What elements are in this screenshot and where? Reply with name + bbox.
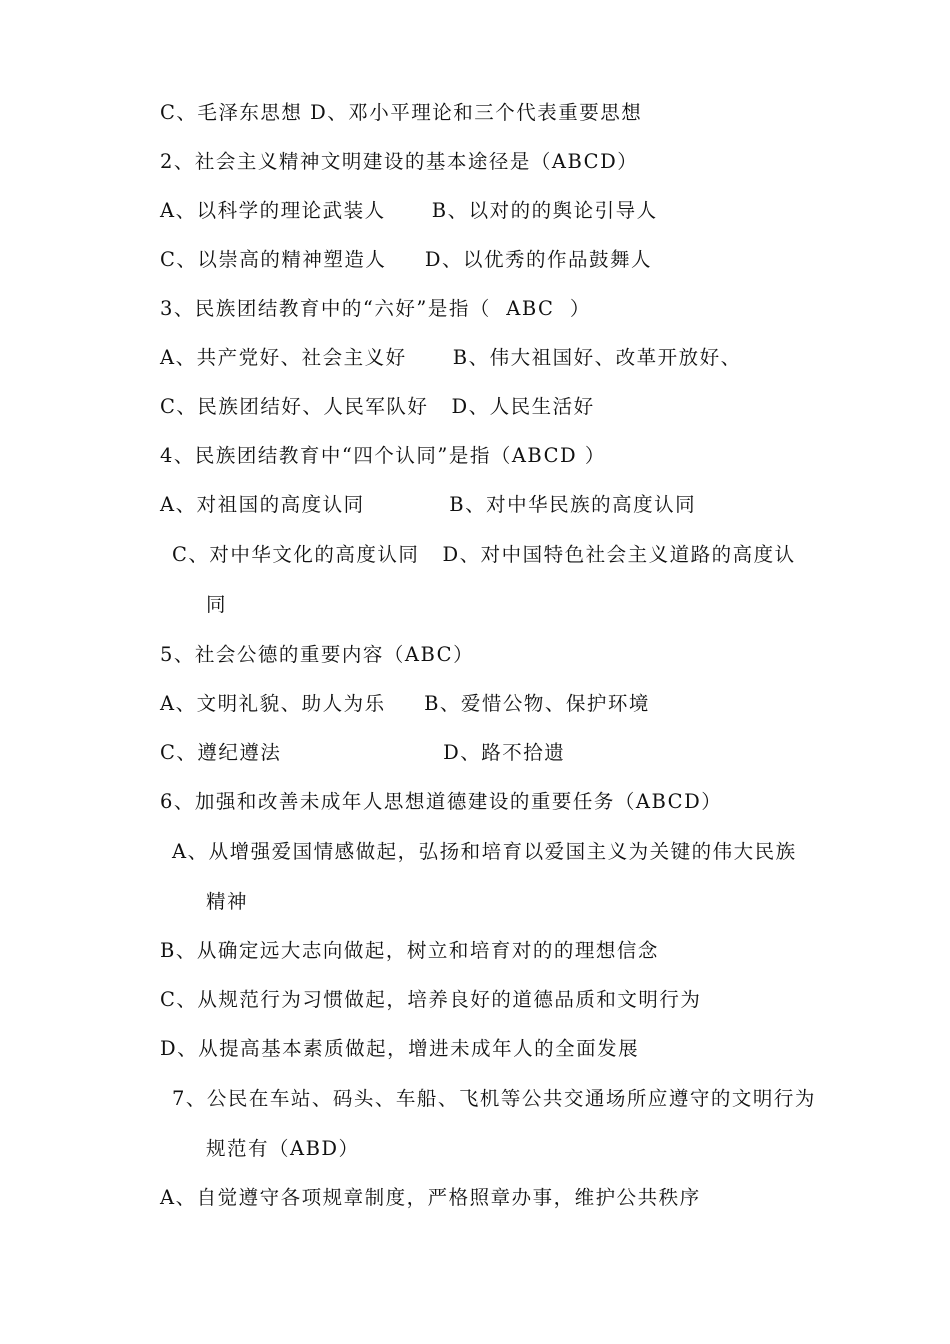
- text-line: C、遵纪遵法 D、路不拾遗: [160, 741, 566, 764]
- text-line: A、自觉遵守各项规章制度，严格照章办事，维护公共秩序: [160, 1186, 701, 1209]
- question-7: 7、公民在车站、码头、车船、飞机等公共交通场所应遵守的文明行为: [172, 1087, 816, 1110]
- question-4: 4、民族团结教育中“四个认同”是指（ABCD ）: [160, 444, 606, 467]
- text-line: A、从增强爱国情感做起，弘扬和培育以爱国主义为关键的伟大民族: [172, 840, 797, 863]
- text-line: A、对祖国的高度认同 B、对中华民族的高度认同: [160, 493, 697, 516]
- question-2: 2、社会主义精神文明建设的基本途径是（ABCD）: [160, 150, 639, 173]
- text-line: A、以科学的理论武装人 B、以对的的舆论引导人: [160, 199, 658, 222]
- text-line: A、共产党好、社会主义好 B、伟大祖国好、改革开放好、: [160, 346, 742, 369]
- text-line: C、民族团结好、人民军队好 D、人民生活好: [160, 395, 595, 418]
- text-line: A、文明礼貌、助人为乐 B、爱惜公物、保护环境: [160, 692, 650, 715]
- text-line: 规范有（ABD）: [206, 1137, 360, 1160]
- question-3: 3、民族团结教育中的“六好”是指（ ABC ）: [160, 297, 591, 320]
- question-5: 5、社会公德的重要内容（ABC）: [160, 643, 475, 666]
- text-line: C、毛泽东思想 D、邓小平理论和三个代表重要思想: [160, 101, 643, 124]
- text-line: 同: [206, 593, 228, 616]
- text-line: C、对中华文化的高度认同 D、对中国特色社会主义道路的高度认: [172, 543, 796, 566]
- text-line: C、从规范行为习惯做起，培养良好的道德品质和文明行为: [160, 988, 702, 1011]
- text-line: 精神: [206, 890, 249, 913]
- text-line: B、从确定远大志向做起，树立和培育对的的理想信念: [160, 939, 659, 962]
- question-6: 6、加强和改善未成年人思想道德建设的重要任务（ABCD）: [160, 790, 723, 813]
- text-line: C、以崇高的精神塑造人 D、以优秀的作品鼓舞人: [160, 248, 653, 271]
- text-line: D、从提高基本素质做起，增进未成年人的全面发展: [160, 1037, 640, 1060]
